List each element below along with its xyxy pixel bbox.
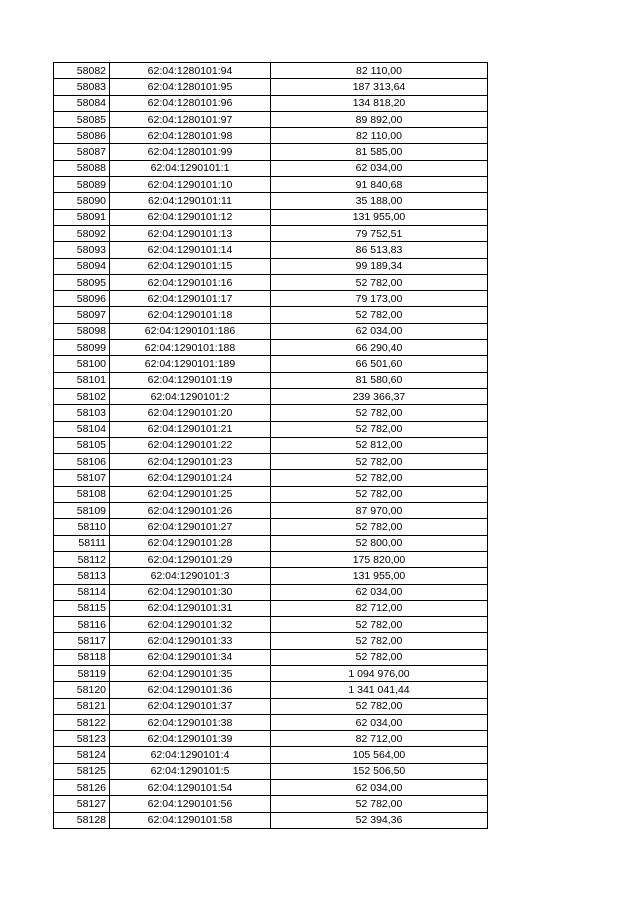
table-row [54,568,488,584]
cadastral-value-cell: 152 506,50 [271,763,488,779]
table-row [54,242,488,258]
row-number-cell: 58087 [54,144,110,160]
cadastral-number-cell: 62:04:1290101:39 [110,731,271,747]
table-row [54,388,488,404]
row-number-cell: 58126 [54,780,110,796]
cadastral-number-cell: 62:04:1290101:21 [110,421,271,437]
cadastral-number-cell: 62:04:1290101:5 [110,763,271,779]
cadastral-value-cell: 52 782,00 [271,486,488,502]
cadastral-value-cell: 52 782,00 [271,519,488,535]
table-body [54,63,488,829]
cadastral-number-cell: 62:04:1290101:12 [110,209,271,225]
row-number-cell: 58105 [54,437,110,453]
row-number-cell: 58095 [54,274,110,290]
table-row [54,763,488,779]
cadastral-number-cell: 62:04:1290101:31 [110,600,271,616]
cadastral-value-cell: 52 782,00 [271,454,488,470]
row-number-cell: 58113 [54,568,110,584]
table-row [54,551,488,567]
cadastral-number-cell: 62:04:1290101:29 [110,551,271,567]
table-row [54,160,488,176]
row-number-cell: 58084 [54,95,110,111]
cadastral-value-cell: 35 188,00 [271,193,488,209]
cadastral-number-cell: 62:04:1290101:27 [110,519,271,535]
row-number-cell: 58124 [54,747,110,763]
row-number-cell: 58098 [54,323,110,339]
table-row [54,698,488,714]
cadastral-value-cell: 86 513,83 [271,242,488,258]
cadastral-number-cell: 62:04:1290101:189 [110,356,271,372]
cadastral-value-cell: 62 034,00 [271,323,488,339]
cadastral-value-cell: 62 034,00 [271,714,488,730]
cadastral-number-cell: 62:04:1280101:97 [110,111,271,127]
cadastral-value-cell: 79 752,51 [271,225,488,241]
table-row [54,144,488,160]
table-row [54,323,488,339]
row-number-cell: 58121 [54,698,110,714]
cadastral-value-cell: 62 034,00 [271,160,488,176]
cadastral-number-cell: 62:04:1290101:36 [110,682,271,698]
table-row [54,111,488,127]
cadastral-number-cell: 62:04:1280101:99 [110,144,271,160]
cadastral-value-cell: 52 782,00 [271,617,488,633]
cadastral-value-cell: 52 800,00 [271,535,488,551]
table-row [54,519,488,535]
row-number-cell: 58107 [54,470,110,486]
cadastral-value-cell: 52 782,00 [271,470,488,486]
row-number-cell: 58116 [54,617,110,633]
cadastral-number-cell: 62:04:1290101:3 [110,568,271,584]
cadastral-number-cell: 62:04:1290101:10 [110,177,271,193]
row-number-cell: 58109 [54,503,110,519]
cadastral-value-cell: 79 173,00 [271,291,488,307]
cadastral-number-cell: 62:04:1290101:11 [110,193,271,209]
table-row [54,274,488,290]
row-number-cell: 58117 [54,633,110,649]
cadastral-value-cell: 1 094 976,00 [271,665,488,681]
row-number-cell: 58101 [54,372,110,388]
cadastral-value-cell: 82 712,00 [271,600,488,616]
cadastral-value-cell: 52 812,00 [271,437,488,453]
cadastral-value-cell: 52 782,00 [271,649,488,665]
table-row [54,193,488,209]
table-row [54,177,488,193]
cadastral-value-cell: 81 580,60 [271,372,488,388]
row-number-cell: 58108 [54,486,110,502]
row-number-cell: 58120 [54,682,110,698]
table-row [54,258,488,274]
cadastral-value-cell: 52 782,00 [271,796,488,812]
table-row [54,128,488,144]
cadastral-value-cell: 1 341 041,44 [271,682,488,698]
cadastral-value-cell: 91 840,68 [271,177,488,193]
cadastral-number-cell: 62:04:1290101:13 [110,225,271,241]
cadastral-value-cell: 239 366,37 [271,388,488,404]
cadastral-number-cell: 62:04:1290101:38 [110,714,271,730]
table-row [54,503,488,519]
table-row [54,714,488,730]
cadastral-value-cell: 82 712,00 [271,731,488,747]
cadastral-value-cell: 62 034,00 [271,584,488,600]
row-number-cell: 58083 [54,79,110,95]
cadastral-value-cell: 99 189,34 [271,258,488,274]
cadastral-number-cell: 62:04:1290101:35 [110,665,271,681]
row-number-cell: 58090 [54,193,110,209]
row-number-cell: 58106 [54,454,110,470]
cadastral-number-cell: 62:04:1290101:22 [110,437,271,453]
cadastral-value-cell: 105 564,00 [271,747,488,763]
cadastral-number-cell: 62:04:1280101:95 [110,79,271,95]
table-row [54,486,488,502]
cadastral-value-table [53,62,488,829]
row-number-cell: 58096 [54,291,110,307]
cadastral-value-cell: 89 892,00 [271,111,488,127]
cadastral-number-cell: 62:04:1290101:20 [110,405,271,421]
table-row [54,372,488,388]
table-row [54,79,488,95]
table-row [54,747,488,763]
table-row [54,356,488,372]
table-row [54,454,488,470]
cadastral-value-cell: 131 955,00 [271,568,488,584]
table-row [54,225,488,241]
table-row [54,600,488,616]
cadastral-number-cell: 62:04:1290101:32 [110,617,271,633]
table-row [54,665,488,681]
row-number-cell: 58082 [54,63,110,79]
cadastral-number-cell: 62:04:1290101:16 [110,274,271,290]
cadastral-number-cell: 62:04:1290101:34 [110,649,271,665]
row-number-cell: 58099 [54,340,110,356]
row-number-cell: 58122 [54,714,110,730]
table-row [54,437,488,453]
row-number-cell: 58097 [54,307,110,323]
cadastral-value-cell: 87 970,00 [271,503,488,519]
cadastral-number-cell: 62:04:1290101:186 [110,323,271,339]
cadastral-value-cell: 131 955,00 [271,209,488,225]
cadastral-number-cell: 62:04:1290101:17 [110,291,271,307]
row-number-cell: 58112 [54,551,110,567]
table-row [54,780,488,796]
table-row [54,633,488,649]
table-row [54,682,488,698]
cadastral-number-cell: 62:04:1290101:14 [110,242,271,258]
row-number-cell: 58110 [54,519,110,535]
row-number-cell: 58111 [54,535,110,551]
row-number-cell: 58089 [54,177,110,193]
cadastral-value-cell: 66 290,40 [271,340,488,356]
cadastral-value-cell: 82 110,00 [271,128,488,144]
table-row [54,291,488,307]
cadastral-number-cell: 62:04:1290101:33 [110,633,271,649]
cadastral-number-cell: 62:04:1290101:26 [110,503,271,519]
row-number-cell: 58092 [54,225,110,241]
row-number-cell: 58127 [54,796,110,812]
cadastral-number-cell: 62:04:1290101:25 [110,486,271,502]
row-number-cell: 58103 [54,405,110,421]
cadastral-number-cell: 62:04:1290101:2 [110,388,271,404]
cadastral-number-cell: 62:04:1290101:1 [110,160,271,176]
cadastral-number-cell: 62:04:1290101:30 [110,584,271,600]
cadastral-number-cell: 62:04:1290101:54 [110,780,271,796]
table-row [54,63,488,79]
row-number-cell: 58093 [54,242,110,258]
cadastral-value-cell: 82 110,00 [271,63,488,79]
table-row [54,812,488,828]
table-row [54,340,488,356]
cadastral-value-cell: 52 782,00 [271,274,488,290]
cadastral-number-cell: 62:04:1280101:94 [110,63,271,79]
row-number-cell: 58128 [54,812,110,828]
table-row [54,470,488,486]
cadastral-number-cell: 62:04:1290101:4 [110,747,271,763]
cadastral-number-cell: 62:04:1290101:15 [110,258,271,274]
cadastral-value-cell: 52 782,00 [271,698,488,714]
row-number-cell: 58088 [54,160,110,176]
row-number-cell: 58115 [54,600,110,616]
cadastral-number-cell: 62:04:1280101:98 [110,128,271,144]
cadastral-value-cell: 52 782,00 [271,405,488,421]
cadastral-value-cell: 175 820,00 [271,551,488,567]
row-number-cell: 58102 [54,388,110,404]
cadastral-value-cell: 52 394,36 [271,812,488,828]
cadastral-value-cell: 52 782,00 [271,421,488,437]
table-row [54,796,488,812]
cadastral-value-cell: 62 034,00 [271,780,488,796]
cadastral-number-cell: 62:04:1290101:188 [110,340,271,356]
cadastral-value-cell: 52 782,00 [271,307,488,323]
row-number-cell: 58104 [54,421,110,437]
row-number-cell: 58100 [54,356,110,372]
cadastral-number-cell: 62:04:1290101:58 [110,812,271,828]
cadastral-number-cell: 62:04:1290101:23 [110,454,271,470]
cadastral-number-cell: 62:04:1290101:37 [110,698,271,714]
row-number-cell: 58114 [54,584,110,600]
table-row [54,405,488,421]
cadastral-value-cell: 81 585,00 [271,144,488,160]
cadastral-number-cell: 62:04:1290101:28 [110,535,271,551]
row-number-cell: 58119 [54,665,110,681]
table-row [54,649,488,665]
cadastral-value-cell: 187 313,64 [271,79,488,95]
table-row [54,421,488,437]
cadastral-number-cell: 62:04:1290101:19 [110,372,271,388]
cadastral-number-cell: 62:04:1290101:56 [110,796,271,812]
cadastral-value-cell: 52 782,00 [271,633,488,649]
row-number-cell: 58118 [54,649,110,665]
table-row [54,209,488,225]
table-row [54,307,488,323]
row-number-cell: 58091 [54,209,110,225]
row-number-cell: 58086 [54,128,110,144]
row-number-cell: 58125 [54,763,110,779]
cadastral-value-cell: 134 818,20 [271,95,488,111]
row-number-cell: 58094 [54,258,110,274]
cadastral-number-cell: 62:04:1290101:18 [110,307,271,323]
table-row [54,731,488,747]
row-number-cell: 58085 [54,111,110,127]
table-row [54,617,488,633]
cadastral-number-cell: 62:04:1290101:24 [110,470,271,486]
table-row [54,95,488,111]
table-row [54,535,488,551]
cadastral-value-cell: 66 501,60 [271,356,488,372]
cadastral-number-cell: 62:04:1280101:96 [110,95,271,111]
row-number-cell: 58123 [54,731,110,747]
table-row [54,584,488,600]
